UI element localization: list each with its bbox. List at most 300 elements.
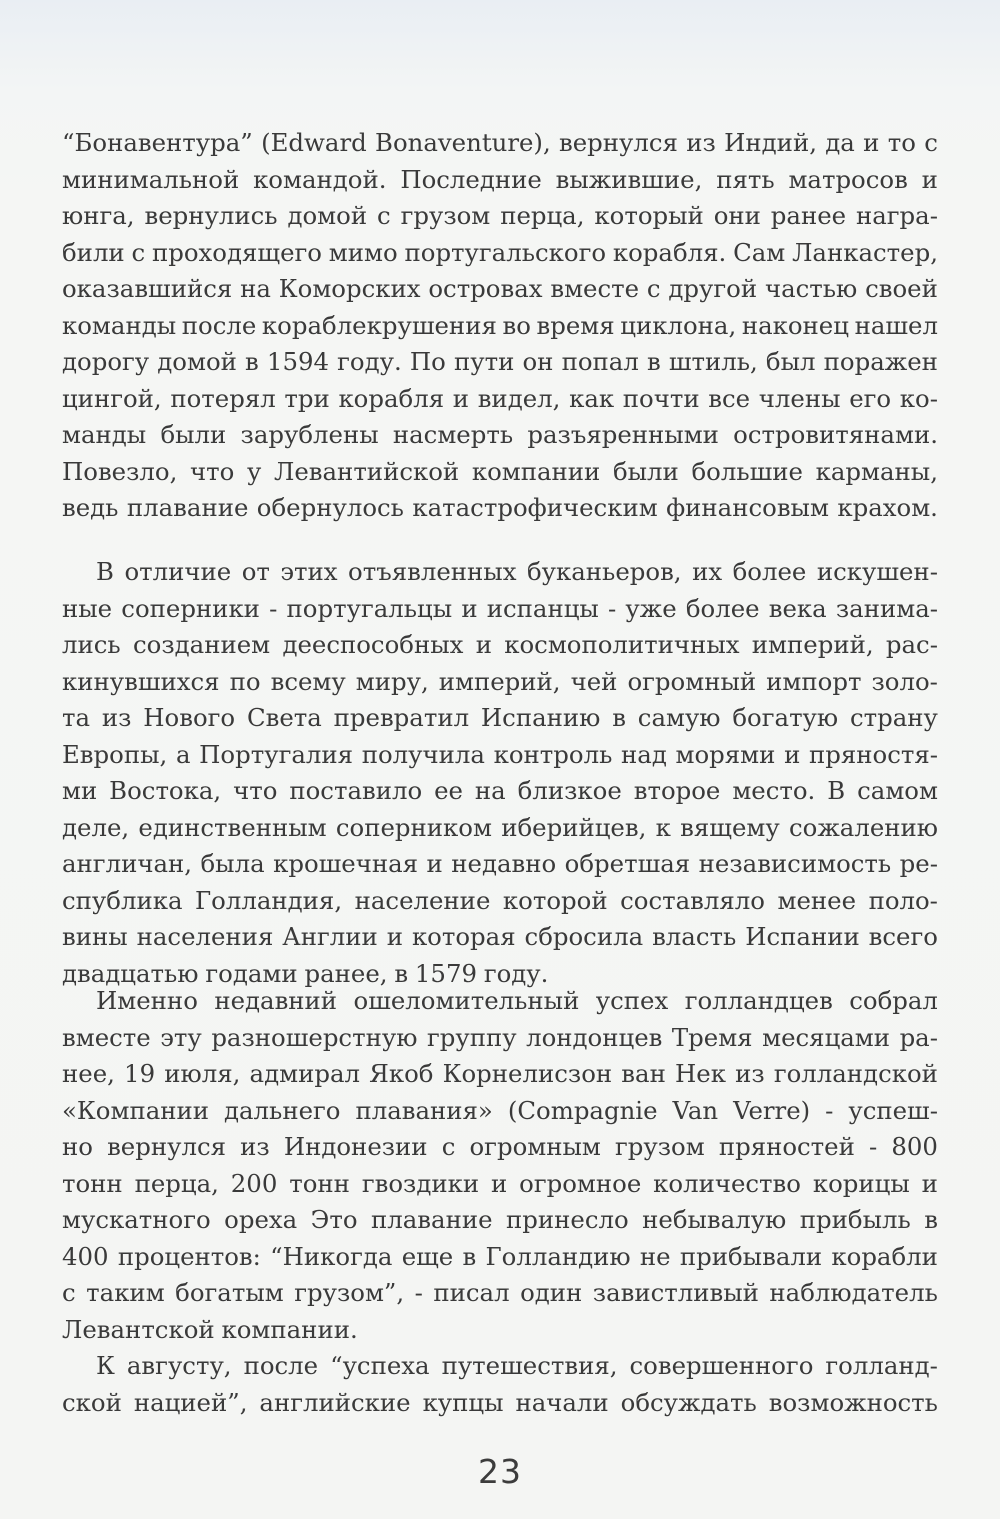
word: мускатного — [62, 1205, 211, 1234]
word: адмирал — [249, 1059, 360, 1088]
word: голланд- — [825, 1351, 938, 1380]
text-line — [62, 1275, 938, 1312]
text-line — [62, 308, 938, 345]
word: крошечная — [273, 849, 419, 878]
word: юнга, — [62, 201, 135, 230]
word: принесло — [506, 1205, 629, 1234]
word: португальского — [404, 237, 607, 267]
word: население — [354, 885, 491, 915]
word: Индий, — [724, 128, 817, 157]
text-line — [62, 454, 938, 491]
word: завистливый — [592, 1278, 759, 1307]
word: недавний — [214, 986, 338, 1015]
word: корабли — [831, 1241, 938, 1271]
word: Португалия — [199, 739, 354, 769]
word: место. — [732, 776, 816, 805]
word: 200 — [230, 1168, 278, 1198]
word: начали — [515, 1387, 609, 1417]
word: которой — [502, 885, 608, 915]
word: после — [181, 310, 257, 340]
word: путешествия, — [441, 1351, 618, 1380]
word: манды — [62, 420, 147, 449]
word: всего — [868, 922, 938, 951]
word: Это — [310, 1205, 358, 1234]
word: и — [475, 630, 492, 659]
word: (Compagnie — [507, 1095, 658, 1125]
word: а — [175, 739, 191, 769]
word: который — [594, 201, 704, 230]
text-line — [62, 235, 938, 272]
word: прибывали — [679, 1241, 823, 1271]
word: отъявленных — [348, 557, 517, 586]
word: спублика — [62, 885, 183, 915]
word: году. — [337, 347, 402, 376]
word: островах — [428, 274, 543, 303]
word: после — [243, 1351, 319, 1380]
word: над — [621, 739, 667, 769]
word: близкое — [517, 776, 622, 805]
word: уже — [625, 593, 677, 623]
word: в — [245, 347, 259, 376]
word: В — [96, 557, 114, 586]
word: пять — [716, 164, 775, 194]
word: англичан, — [62, 849, 193, 878]
word: соперники — [121, 593, 260, 623]
word: Verre) — [733, 1095, 811, 1125]
word: к — [655, 812, 671, 842]
text-line — [62, 162, 938, 199]
word: зарублены — [240, 420, 379, 449]
word: команды — [62, 310, 177, 340]
word: 400 — [62, 1241, 109, 1271]
text-line — [62, 198, 938, 235]
word: испанцы — [486, 593, 599, 623]
word: количество — [653, 1168, 801, 1198]
word: крахом. — [837, 493, 938, 522]
word: населения — [136, 922, 274, 951]
word: у — [246, 456, 262, 486]
word: в — [924, 1205, 938, 1234]
word: наблюдатель — [769, 1278, 938, 1307]
word: карманы, — [815, 456, 938, 486]
text-line — [62, 344, 938, 381]
word: с — [377, 201, 391, 230]
word: Van — [672, 1095, 719, 1125]
word: миру, — [355, 666, 429, 696]
text-line — [62, 1385, 938, 1422]
word: Голландию — [485, 1241, 631, 1271]
text-line — [62, 773, 938, 810]
word: 1579 — [414, 958, 477, 988]
word: плавание — [371, 1205, 493, 1234]
word: в — [462, 1241, 477, 1271]
text-line — [62, 737, 938, 774]
word: всему — [270, 666, 346, 696]
word: рас- — [885, 630, 938, 659]
word: этих — [280, 557, 338, 586]
word: сожалению — [789, 812, 938, 842]
word: из — [735, 1059, 765, 1088]
word: та — [62, 703, 91, 732]
word: были — [612, 456, 679, 486]
word: гвоздики — [361, 1168, 480, 1198]
word: награ- — [855, 201, 938, 230]
word: К — [96, 1351, 115, 1380]
word: империй, — [751, 630, 874, 659]
page-number: 23 — [478, 1452, 522, 1491]
word: вящему — [680, 812, 780, 842]
paragraph-4 — [62, 1348, 938, 1421]
word: на — [240, 274, 271, 303]
word: ранее — [770, 201, 847, 230]
text-line — [62, 846, 938, 883]
word: выжившие, — [555, 164, 703, 194]
word: и — [386, 922, 403, 951]
word: штиль, — [668, 347, 758, 376]
word: ее — [434, 776, 463, 805]
word: вины — [62, 922, 128, 951]
paragraph-2 — [62, 554, 938, 992]
word: деле, — [62, 812, 130, 842]
word: пряностя- — [809, 739, 938, 769]
word: тонн — [62, 1168, 123, 1198]
word: своей — [865, 274, 938, 303]
word: грузом”, — [294, 1278, 405, 1307]
word: Испанию — [480, 703, 601, 732]
word: компании — [471, 456, 601, 486]
word: Тремя — [671, 1022, 753, 1052]
word: они — [713, 201, 761, 230]
word: лись — [62, 630, 121, 659]
word: Европы, — [62, 739, 168, 769]
word: контроль — [493, 739, 613, 769]
word: и — [426, 849, 443, 878]
text-line — [62, 271, 938, 308]
word: один — [520, 1278, 583, 1307]
word: от — [241, 557, 270, 586]
word: созданием — [133, 630, 271, 659]
word: менее — [777, 885, 857, 915]
word: из — [101, 703, 132, 732]
word: Повезло, — [62, 456, 178, 486]
word: купцы — [422, 1387, 504, 1417]
word: кораблекрушения — [261, 310, 497, 340]
word: и — [491, 1168, 508, 1198]
word: три — [284, 383, 330, 413]
word: самом — [857, 776, 938, 805]
word: и — [921, 1168, 938, 1198]
word: ре- — [899, 849, 938, 878]
word: ранее, — [304, 958, 388, 988]
paragraph-1 — [62, 125, 938, 527]
word: дорогу — [62, 347, 150, 376]
word: били — [62, 237, 125, 267]
word: английские — [259, 1387, 411, 1417]
word: сбросила — [524, 922, 644, 951]
word: и — [784, 739, 801, 769]
text-line — [62, 810, 938, 847]
word: Нек — [674, 1059, 726, 1088]
word: вернулся — [559, 128, 678, 157]
word: наконец — [741, 310, 849, 340]
word: пути — [453, 347, 515, 376]
word: ко- — [899, 383, 938, 413]
word: командой. — [253, 164, 387, 194]
word: эту — [160, 1022, 202, 1052]
text-line — [62, 1129, 938, 1166]
word: лондонцев — [526, 1022, 663, 1052]
word: небывалую — [642, 1205, 787, 1234]
word: мимо — [328, 237, 398, 267]
word: ми — [62, 776, 98, 805]
word: корицы — [812, 1168, 910, 1198]
word: корабля — [338, 383, 445, 413]
word: члены — [758, 383, 841, 413]
text-line — [62, 125, 938, 162]
word: Англии — [282, 922, 378, 951]
word: и — [461, 593, 478, 623]
word: получила — [361, 739, 485, 769]
text-line — [62, 1202, 938, 1239]
word: как — [569, 383, 615, 413]
word: с — [441, 1132, 456, 1161]
word: - — [414, 1278, 423, 1307]
word: в — [394, 958, 409, 988]
word: оказавшийся — [62, 274, 233, 303]
word: Света — [246, 703, 322, 732]
word: более — [685, 593, 760, 623]
word: успех — [595, 986, 669, 1015]
word: таким — [86, 1278, 165, 1307]
word: совершенного — [629, 1351, 814, 1380]
word: июля, — [164, 1059, 241, 1088]
word: то — [887, 128, 916, 157]
word: более — [732, 557, 807, 586]
word: - — [269, 593, 278, 623]
word: Левантийской — [274, 456, 460, 486]
word: минимальной — [62, 164, 240, 194]
word: другой — [668, 274, 758, 303]
word: вернулся — [107, 1132, 227, 1161]
word: вместе — [62, 1022, 151, 1052]
word: 1594 — [266, 347, 329, 376]
word: что — [190, 456, 235, 486]
word: циклона, — [620, 310, 737, 340]
word: занима- — [835, 593, 938, 623]
word: поставило — [289, 776, 423, 805]
word: поражен — [823, 347, 938, 376]
word: в — [612, 703, 626, 732]
word: большие — [691, 456, 803, 486]
word: по — [229, 666, 261, 696]
word: из — [686, 128, 716, 157]
word: второе — [633, 776, 721, 805]
word: он — [522, 347, 554, 376]
word: - — [869, 1132, 878, 1161]
word: были — [160, 420, 227, 449]
word: была — [200, 849, 265, 878]
word: - — [825, 1095, 834, 1125]
word: Нового — [143, 703, 236, 732]
word: которая — [411, 922, 516, 951]
word: ведь — [62, 493, 119, 522]
word: Bonaventure), — [375, 128, 551, 157]
word: соперником — [335, 812, 492, 842]
word: собрал — [849, 986, 938, 1015]
word: с — [62, 1278, 76, 1307]
text-line — [62, 1093, 938, 1130]
word: дееспособных — [282, 630, 464, 659]
text-line — [62, 627, 938, 664]
word: буканьеров, — [526, 557, 682, 586]
word: частью — [764, 274, 858, 303]
word: с — [924, 128, 938, 157]
word: Испании — [745, 922, 860, 951]
word: Якоб — [369, 1059, 434, 1088]
word: нашел — [854, 310, 938, 340]
text-line — [62, 1312, 938, 1349]
text-line — [62, 1166, 938, 1203]
word: единственным — [138, 812, 327, 842]
text-line — [62, 554, 938, 591]
word: что — [233, 776, 278, 805]
word: Сам — [733, 237, 786, 267]
word: «Компании — [62, 1095, 210, 1125]
text-line — [62, 919, 938, 956]
word: богатую — [732, 703, 839, 732]
text-line — [62, 1056, 938, 1093]
word: финансовым — [666, 493, 829, 522]
word: году. — [483, 958, 549, 988]
text-line — [62, 381, 938, 418]
word: августу, — [126, 1351, 232, 1380]
word: был — [765, 347, 816, 376]
word: насмерть — [392, 420, 514, 449]
word: страну — [849, 703, 938, 732]
word: Левантской — [62, 1314, 215, 1344]
text-line — [62, 1020, 938, 1057]
word: но — [62, 1132, 93, 1161]
word: Индонезии — [283, 1132, 428, 1161]
word: пряностей — [718, 1132, 855, 1161]
word: его — [849, 383, 892, 413]
word: с — [131, 237, 146, 267]
word: островитянами. — [733, 420, 938, 449]
word: разношерстную — [211, 1022, 418, 1052]
word: золо- — [871, 666, 938, 696]
word: цингой, — [62, 383, 162, 413]
word: богатым — [175, 1278, 284, 1307]
word: группу — [426, 1022, 517, 1052]
word: “Бонавентура” — [62, 128, 253, 157]
word: искушен- — [816, 557, 938, 586]
word: обернулось — [256, 493, 404, 522]
word: - — [608, 593, 617, 623]
word: империй, — [438, 666, 561, 696]
word: отличие — [124, 557, 232, 586]
word: В — [827, 776, 846, 805]
word: перца, — [134, 1168, 219, 1198]
word: века — [768, 593, 827, 623]
word: Ланкастер, — [792, 237, 938, 267]
word: вместе — [550, 274, 640, 303]
word: корабля. — [612, 237, 727, 267]
word: самую — [637, 703, 721, 732]
word: из — [240, 1132, 270, 1161]
word: ра- — [899, 1022, 938, 1052]
word: домой — [287, 201, 368, 230]
text-line — [62, 883, 938, 920]
word: обсуждать — [620, 1387, 757, 1417]
word: власть — [652, 922, 737, 951]
word: Корнелисзон — [442, 1059, 613, 1088]
word: видел, — [477, 383, 561, 413]
word: голландцев — [684, 986, 833, 1015]
word: попал — [561, 347, 639, 376]
word: потерял — [170, 383, 276, 413]
word: и — [863, 128, 880, 157]
word: огромное — [519, 1168, 642, 1198]
word: “успеха — [330, 1351, 430, 1380]
word: их — [692, 557, 723, 586]
word: португальцы — [286, 593, 453, 623]
word: разъяренными — [527, 420, 719, 449]
word: все — [708, 383, 751, 413]
word: успеш- — [848, 1095, 938, 1125]
word: ской — [62, 1387, 122, 1417]
word: плавания» — [355, 1095, 493, 1125]
word: морями — [675, 739, 776, 769]
paragraph-3 — [62, 983, 938, 1348]
word: нее, — [62, 1059, 115, 1088]
text-line — [62, 1239, 938, 1276]
word: кинувшихся — [62, 666, 220, 696]
word: 19 — [124, 1059, 156, 1088]
word: и — [921, 164, 938, 194]
word: дальнего — [224, 1095, 341, 1125]
word: составляло — [620, 885, 765, 915]
word: ошеломительный — [353, 986, 580, 1015]
word: обретшая — [564, 849, 691, 878]
word: огромным — [469, 1132, 601, 1161]
word: и — [452, 383, 470, 413]
word: ные — [62, 593, 113, 623]
word: компании. — [221, 1314, 358, 1344]
text-line — [62, 417, 938, 454]
word: “Никогда — [270, 1241, 393, 1271]
word: матросов — [788, 164, 908, 194]
text-line — [62, 490, 938, 527]
text-line — [62, 591, 938, 628]
text-line — [62, 700, 938, 737]
word: прибыль — [799, 1205, 911, 1234]
word: да — [825, 128, 855, 157]
word: Именно — [96, 986, 198, 1015]
word: Коморских — [278, 274, 421, 303]
word: вернулись — [144, 201, 278, 230]
word: голландской — [773, 1059, 938, 1088]
word: грузом — [400, 201, 491, 230]
word: (Edward — [261, 128, 367, 157]
word: импорт — [766, 666, 862, 696]
text-line — [62, 1348, 938, 1385]
word: чей — [570, 666, 618, 696]
word: возможность — [768, 1387, 938, 1417]
word: космополитичных — [504, 630, 740, 659]
word: процентов: — [117, 1241, 261, 1271]
word: домой — [157, 347, 237, 376]
word: Голландия, — [195, 885, 343, 915]
